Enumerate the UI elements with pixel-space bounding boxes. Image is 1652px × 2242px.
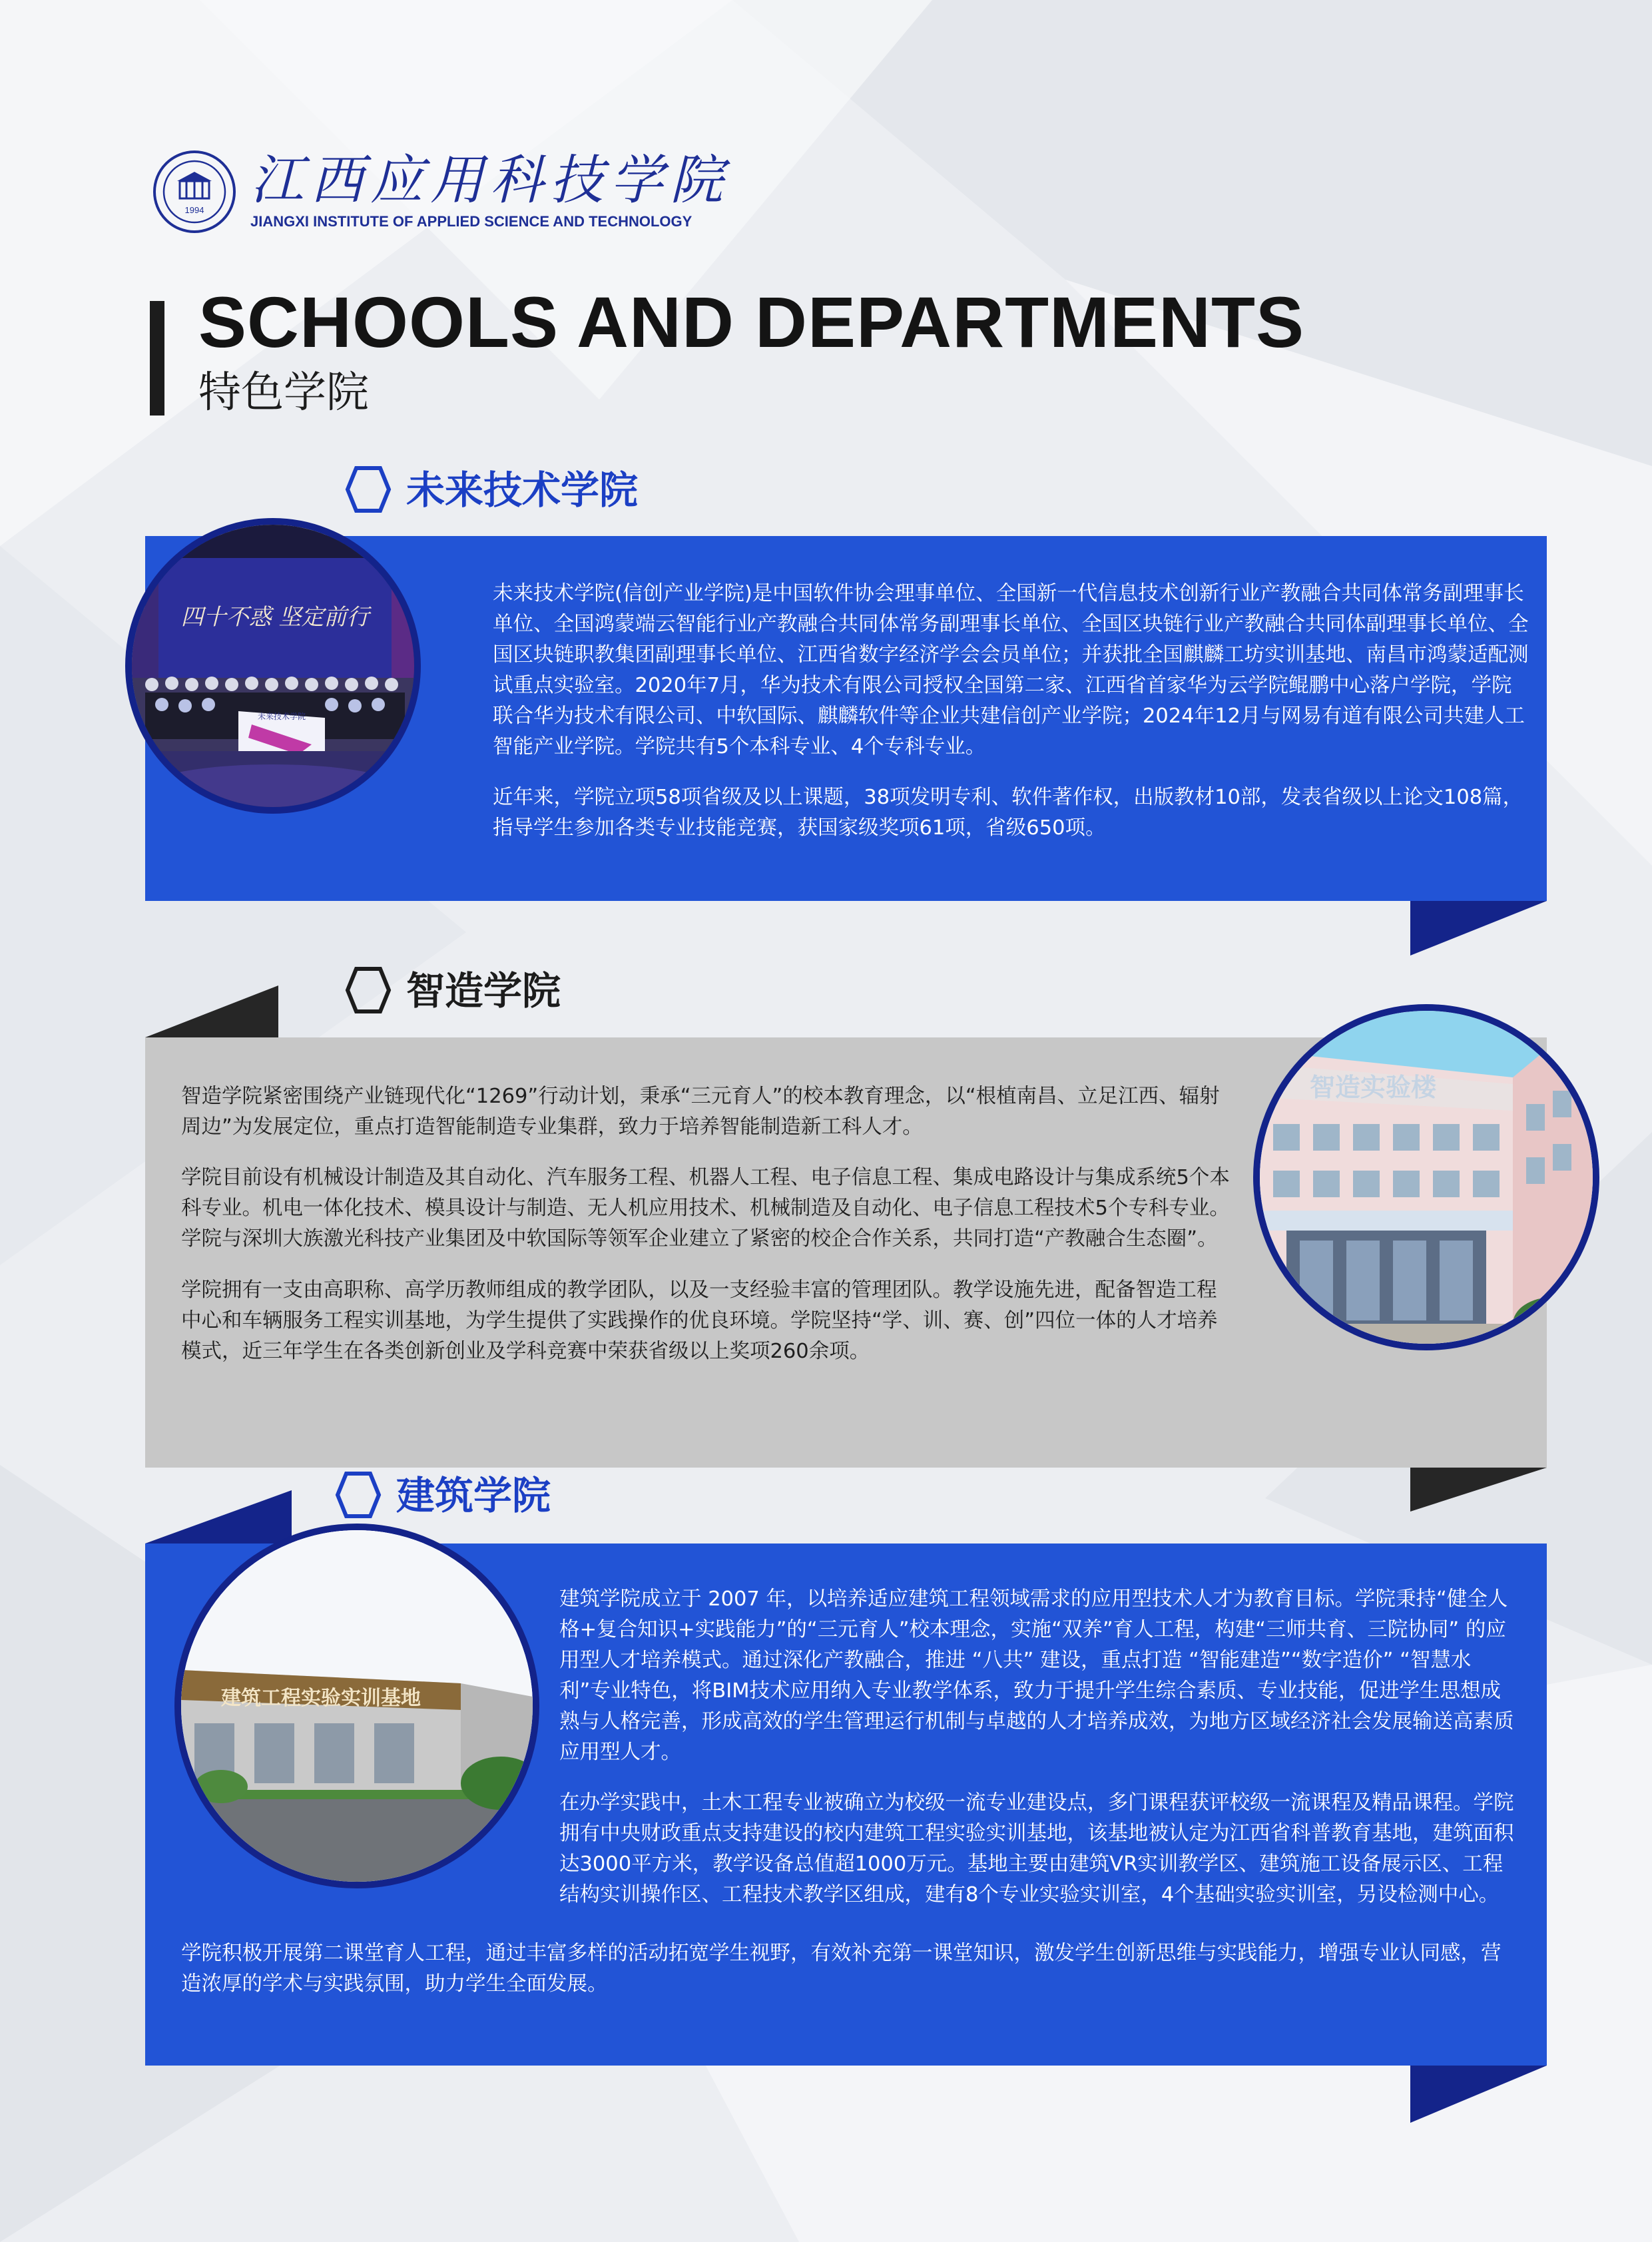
school-name-cn: 江西应用科技学院 — [250, 149, 730, 211]
section-body-architecture-footer — [181, 1918, 1519, 2020]
school-seal-icon — [152, 149, 237, 234]
section-title: 建筑学院 — [396, 1473, 551, 1518]
paragraph: 学院拥有一支由高职称、高学历教师组成的教学团队，以及一支经验丰富的管理团队。教学设施先进，配备智造工程中心和车辆服务工程实训基地，为学生提供了实践操作的优良环境。学院坚持“学、训、赛、创”四位一体的人才培养模式，近三年学生在各类创新创业及学科竞赛中荣获省级以上奖项260余项。 — [181, 1278, 1218, 1363]
section-body-architecture — [559, 1563, 1518, 1931]
photo-training-base — [181, 1530, 533, 1882]
hexagon-outline-icon — [345, 465, 392, 514]
base-sign: 建筑工程实验实训基地 — [221, 1687, 421, 1710]
section-body-future-tech — [493, 558, 1531, 864]
stage-slogan: 四十不惑 坚定前行 — [180, 604, 370, 631]
paragraph: 建筑学院成立于 2007 年，以培养适应建筑工程领域需求的应用型技术人才为教育目标。学院秉持“健全人格+复合知识+实践能力”的“三元育人”校本理念，实施“双养”育人工程，构建“三师共育、三院协同” 的应用型人才培养模式。通过深化产教融合，推进 “八共” 建设，重点打造 “智能建造”“数字造价” “智慧水利”专业特色，将BIM技术应用纳入专业教学体系，致力于提升学生综合素质、专业技能，促进学生思想成熟与人格完善，形成高效的学生管理运行机制与卓越的人才培养成效，为地方区域经济社会发展输送高素质应用型人才。 — [559, 1587, 1514, 1764]
training-base-building-photo — [174, 1524, 539, 1888]
title-accent-bar — [150, 301, 164, 416]
paragraph: 学院积极开展第二课堂育人工程，通过丰富多样的活动拓宽学生视野，有效补充第一课堂知识，激发学生创新思维与实践能力，增强专业认同感，营造浓厚的学术与实践氛围，助力学生全面发展。 — [181, 1941, 1502, 1996]
page-subtitle: 特色学院 — [198, 368, 369, 418]
paragraph: 智造学院紧密围绕产业链现代化“1269”行动计划，秉承“三元育人”的校本教育理念，以“根植南昌、立足江西、辐射周边”为发展定位，重点打造智能制造专业集群，致力于培养智能制造新工科人才。 — [181, 1084, 1220, 1139]
stage-group-photo — [125, 518, 421, 814]
section-body-smart-mfg — [181, 1061, 1233, 1387]
paragraph: 未来技术学院(信创产业学院)是中国软件协会理事单位、全国新一代信息技术创新行业产教融合共同体常务副理事长单位、全国鸿蒙端云智能行业产教融合共同体常务副理事长单位、全国区块链行业产教融合共同体副理事长单位、全国区块链职教集团副理事长单位、江西省数字经济学会会员单位；并获批全国麒麟工坊实训基地、南昌市鸿蒙适配测试重点实验室。2020年7月，华为技术有限公司授权全国第二家、江西省首家华为云学院鲲鹏中心落户学院，学院联合华为技术有限公司、中软国际、麒麟软件等企业共建信创产业学院；2024年12月与网易有道有限公司共建人工智能产业学院。学院共有5个本科专业、4个专科专业。 — [493, 581, 1529, 758]
building-sign: 智造实验楼 — [1309, 1073, 1437, 1102]
photo-stage-scene — [132, 525, 414, 807]
page-title: SCHOOLS AND DEPARTMENTS — [198, 282, 1305, 362]
banner-text: 未来技术学院 — [257, 712, 306, 721]
paragraph: 学院目前设有机械设计制造及其自动化、汽车服务工程、机器人工程、电子信息工程、集成电路设计与集成系统5个本科专业。机电一体化技术、模具设计与制造、无人机应用技术、机械制造及自动化、电子信息工程技术5个专科专业。学院与深圳大族激光科技产业集团及中软国际等领军企业建立了紧密的校企合作关系，共同打造“产教融合生态圈”。 — [181, 1166, 1230, 1251]
school-logo — [152, 149, 730, 236]
paragraph: 在办学实践中，土木工程专业被确立为校级一流专业建设点，多门课程获评校级一流课程及精品课程。学院拥有中央财政重点支持建设的校内建筑工程实验实训基地，该基地被认定为江西省科普教育基地，建筑面积达3000平方米，教学设备总值超1000万元。基地主要由建筑VR实训教学区、建筑施工设备展示区、工程结构实训操作区、工程技术教学区组成，建有8个专业实验实训室，4个基础实验实训室，另设检测中心。 — [559, 1791, 1514, 1906]
building-entrance-photo — [1253, 1004, 1599, 1350]
section-title: 未来技术学院 — [406, 467, 639, 513]
paragraph: 近年来，学院立项58项省级及以上课题，38项发明专利、软件著作权，出版教材10部，发表省级以上论文108篇，指导学生参加各类专业技能竞赛，获国家级奖项61项，省级650项。 — [493, 786, 1523, 840]
photo-building-scene — [1260, 1011, 1593, 1344]
section-title: 智造学院 — [406, 968, 561, 1013]
seal-year: 1994 — [184, 205, 204, 215]
school-name-en: JIANGXI INSTITUTE OF APPLIED SCIENCE AND TECHNOLOGY — [250, 213, 692, 230]
